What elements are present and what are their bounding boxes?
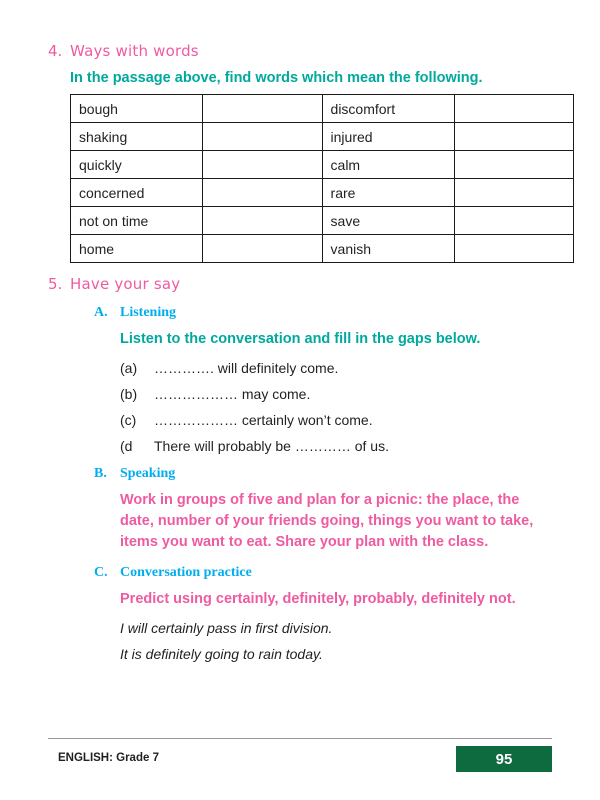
answer-cell[interactable] bbox=[203, 235, 322, 263]
table-row bbox=[71, 207, 574, 235]
section-heading-have-your-say bbox=[48, 275, 552, 293]
page-number-badge: 95 bbox=[456, 746, 552, 772]
answer-cell[interactable] bbox=[454, 235, 573, 263]
item-label: (d bbox=[120, 438, 133, 455]
item-text: There will probably be ………… of us. bbox=[154, 438, 389, 455]
instruction-listening: Listen to the conversation and fill in the gaps below. bbox=[120, 331, 481, 347]
instruction-conversation-practice: Predict using certainly, definitely, probably, definitely not. bbox=[120, 591, 516, 608]
answer-cell[interactable] bbox=[203, 179, 322, 207]
subsection-title: Listening bbox=[120, 305, 177, 320]
table-row bbox=[71, 151, 574, 179]
item-label: (a) bbox=[120, 360, 138, 377]
subsection-title: Conversation practice bbox=[120, 565, 252, 581]
listening-gap-list bbox=[120, 360, 552, 454]
list-item bbox=[120, 412, 552, 428]
item-label: (c) bbox=[120, 412, 137, 429]
instruction-speaking: Work in groups of five and plan for a picnic: the place, the date, number of your friends going, things you want to take, items you want to eat. Share your plan with the class. bbox=[120, 492, 534, 551]
word-cell: not on time bbox=[71, 207, 203, 235]
answer-cell[interactable] bbox=[203, 207, 322, 235]
subsection-letter: B. bbox=[94, 466, 107, 482]
subsection-title: Speaking bbox=[120, 466, 176, 482]
word-cell: calm bbox=[322, 151, 454, 179]
subsection-heading-speaking bbox=[94, 466, 552, 482]
answer-cell[interactable] bbox=[454, 179, 573, 207]
footer-subject-label: ENGLISH: Grade 7 bbox=[58, 752, 159, 764]
subsection-heading-conversation-practice bbox=[94, 565, 552, 581]
answer-cell[interactable] bbox=[203, 123, 322, 151]
answer-cell[interactable] bbox=[454, 207, 573, 235]
list-item bbox=[120, 360, 552, 376]
table-row bbox=[71, 179, 574, 207]
word-cell: bough bbox=[71, 95, 203, 123]
section-number: 5. bbox=[48, 275, 63, 293]
word-cell: discomfort bbox=[322, 95, 454, 123]
word-cell: concerned bbox=[71, 179, 203, 207]
list-item bbox=[120, 386, 552, 402]
list-item bbox=[120, 438, 552, 454]
section-heading-ways-with-words bbox=[48, 42, 552, 60]
item-text: ……………… certainly won’t come. bbox=[154, 412, 373, 429]
answer-cell[interactable] bbox=[454, 151, 573, 179]
section-title: Ways with words bbox=[70, 42, 199, 60]
example-sentence: It is definitely going to rain today. bbox=[120, 646, 323, 663]
answer-cell[interactable] bbox=[203, 95, 322, 123]
table-row bbox=[71, 95, 574, 123]
footer-divider bbox=[48, 738, 552, 739]
word-cell: injured bbox=[322, 123, 454, 151]
subsection-heading-listening bbox=[94, 305, 552, 321]
subsection-letter: A. bbox=[94, 305, 108, 320]
item-text: ……………… may come. bbox=[154, 386, 311, 403]
word-cell: vanish bbox=[322, 235, 454, 263]
page-footer bbox=[48, 746, 552, 772]
word-cell: quickly bbox=[71, 151, 203, 179]
word-cell: shaking bbox=[71, 123, 203, 151]
table-row bbox=[71, 235, 574, 263]
item-label: (b) bbox=[120, 386, 138, 403]
subsection-letter: C. bbox=[94, 565, 108, 581]
word-meaning-table bbox=[70, 94, 574, 263]
word-cell: rare bbox=[322, 179, 454, 207]
answer-cell[interactable] bbox=[454, 95, 573, 123]
instruction-ways-with-words: In the passage above, find words which mean the following. bbox=[70, 70, 483, 86]
item-text: …………. will definitely come. bbox=[154, 360, 339, 377]
example-sentence: I will certainly pass in first division. bbox=[120, 620, 333, 637]
table-row bbox=[71, 123, 574, 151]
answer-cell[interactable] bbox=[454, 123, 573, 151]
section-number: 4. bbox=[48, 42, 63, 60]
answer-cell[interactable] bbox=[203, 151, 322, 179]
section-title: Have your say bbox=[70, 275, 181, 293]
word-cell: save bbox=[322, 207, 454, 235]
word-cell: home bbox=[71, 235, 203, 263]
